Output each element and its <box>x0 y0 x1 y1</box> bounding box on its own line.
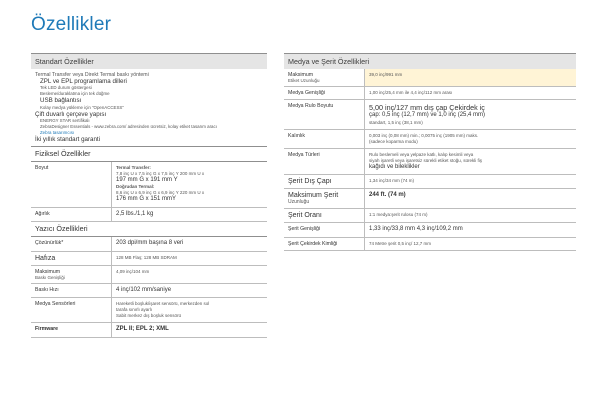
printer-key: Hafıza <box>35 254 56 262</box>
media-row <box>284 189 576 209</box>
standard-feature-item: ZebraDesigner Essentials - www.zebra.com/ adresinden ücretsiz, kolay etiket tasarım aracı <box>40 124 217 130</box>
printer-row <box>31 284 267 299</box>
printer-key: Maksimum Baskı Genişliği <box>35 268 65 280</box>
printer-value: 203 dpi/mm başına 8 veri <box>111 237 267 251</box>
media-value: 1:1 medya:şerit rulosu (74 m) <box>364 209 576 222</box>
media-key: Şerit Dış Çapı <box>288 178 332 185</box>
media-ribbon-header: Medya ve Şerit Özellikleri <box>284 53 576 69</box>
printer-value: ZPL II; EPL 2; XML <box>111 323 267 337</box>
media-key: Medya Genişliği <box>288 90 325 96</box>
standard-feature-item: Besleme/duraklatma için tek düğme <box>40 91 110 97</box>
media-row <box>284 149 576 176</box>
standard-feature-item: USB bağlantısı <box>40 97 82 105</box>
printer-features-table <box>31 237 267 338</box>
media-row <box>284 223 576 238</box>
media-value: 1,00 inç/25,4 mm ile 4,4 inç/112 mm arası <box>364 87 576 99</box>
physical-key: Ağırlık <box>35 210 50 217</box>
media-value: Rulo beslemeli veya yelpaze katlı, kalıp kesimli veya siyah işaretli veya işaretsiz sürekli etiket stoğu, sürekli fiş kağıdı ve bileklikler <box>364 149 576 175</box>
printer-row <box>31 323 267 338</box>
printer-row <box>31 266 267 284</box>
physical-value: Termal Transfer: 7,8 inç U x 7,5 inç G x 7,5 inç Y 200 mm U x 197 mm G x 191 mm Y Doğrudan Termal: 8,6 inç U x 6,9 inç G x 6,9 inç Y 220 mm U x 176 mm G x 151 mmY <box>111 162 267 207</box>
printer-row <box>31 298 267 323</box>
physical-value: 2,5 lbs./1,1 kg <box>111 208 267 222</box>
media-key: Kalınlık <box>288 132 306 139</box>
physical-key: Boyut <box>35 164 49 171</box>
standard-features-list <box>31 69 267 146</box>
media-row <box>284 175 576 189</box>
media-key: Medya Türleri <box>288 151 320 158</box>
standard-feature-item: Zebra tasarımcısı <box>40 130 75 136</box>
media-key: Maksimum Şerit Uzunluğu <box>288 192 339 205</box>
standard-feature-item: İki yıllık standart garanti <box>35 136 100 144</box>
physical-row <box>31 208 267 223</box>
media-key: Şerit Oranı <box>288 212 322 219</box>
media-value: 0,003 inç (0,08 mm) min.; 0,0075 inç (1905 mm) maks. (sadece koparma modu) <box>364 130 576 148</box>
media-key: Medya Rulo Boyutu <box>288 103 334 109</box>
left-column <box>31 53 267 338</box>
standard-feature-item: ZPL ve EPL programlama dilleri <box>40 78 127 85</box>
media-value: 1,33 inç/33,8 mm 4,3 inç/109,2 mm <box>364 223 576 237</box>
media-value: 74 Metre şerit 0,5 inç/ 12,7 mm <box>364 238 576 250</box>
standard-features-header: Standart Özellikler <box>31 53 267 69</box>
media-row <box>284 130 576 149</box>
page-title: Özellikler <box>31 14 112 35</box>
media-row <box>284 69 576 87</box>
printer-key: Firmware <box>35 326 59 333</box>
physical-features-table <box>31 162 267 223</box>
printer-value: Hareketli boşluk/işaret sensörü, merkezden sol tarafa sınırlı ayarlı Sabit merkez dış boşluk sensörü <box>111 298 267 322</box>
media-value: 5,00 inç/127 mm dış çap Çekirdek iç çap: 0,5 inç (12,7 mm) ve 1,0 inç (25,4 mm) standart, 1,5 inç (38,1 mm) <box>364 100 576 129</box>
media-ribbon-table <box>284 69 576 251</box>
media-value: 244 ft. (74 m) <box>364 189 576 208</box>
printer-features-header: Yazıcı Özellikleri <box>31 222 267 237</box>
printer-row <box>31 252 267 266</box>
printer-row <box>31 237 267 252</box>
printer-value: 128 MB Flaş; 128 MB SDRAM <box>111 252 267 265</box>
printer-key: Baskı Hızı <box>35 286 59 293</box>
standard-feature-item: Kolay medya yükleme için "OpenACCESS" <box>40 104 124 110</box>
standard-feature-item: ENERGY STAR sertifikalı <box>40 118 90 124</box>
right-column <box>284 53 576 251</box>
media-value: 1,34 inç/34 mm (74 m) <box>364 175 576 188</box>
standard-feature-item: Tek LED durum göstergesi <box>40 85 92 91</box>
standard-feature-item: Termal Transfer veya Direkt Termal baskı yöntemi <box>35 72 149 78</box>
physical-features-header: Fiziksel Özellikler <box>31 146 267 162</box>
media-row <box>284 209 576 223</box>
media-row <box>284 87 576 100</box>
standard-feature-item: Çift duvarlı çerçeve yapısı <box>35 110 107 118</box>
media-value: 39,0 inç/991 mm <box>364 69 576 86</box>
physical-row <box>31 162 267 208</box>
printer-value: 4,09 inç/104 mm <box>111 266 267 283</box>
media-key: Şerit Çekirdek Kimliği <box>288 240 338 247</box>
printer-key: Çözünürlük* <box>35 240 64 247</box>
media-row <box>284 238 576 251</box>
media-key: Şerit Genişliği <box>288 226 321 232</box>
media-key: Maksimum Etiket Uzunluğu <box>288 72 320 83</box>
printer-key: Medya Sensörleri <box>35 301 76 308</box>
printer-value: 4 inç/102 mm/saniye <box>111 284 267 298</box>
media-row <box>284 100 576 130</box>
